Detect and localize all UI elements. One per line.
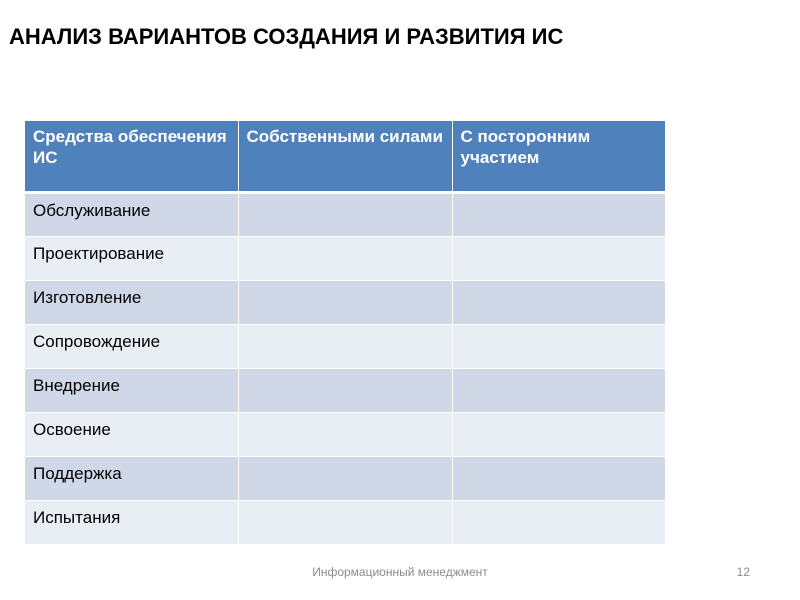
- table-cell: [238, 500, 452, 544]
- row-label: Испытания: [25, 500, 238, 544]
- table-row: [25, 368, 665, 412]
- footer-text: Информационный менеджмент: [312, 565, 488, 579]
- table-row: [25, 192, 665, 236]
- row-label: Внедрение: [25, 368, 238, 412]
- table-cell: [452, 500, 665, 544]
- row-label: Сопровождение: [25, 324, 238, 368]
- table-cell: [452, 192, 665, 236]
- table-cell: [238, 456, 452, 500]
- row-label: Поддержка: [25, 456, 238, 500]
- table-cell: [452, 368, 665, 412]
- row-label: Освоение: [25, 412, 238, 456]
- table-cell: [238, 324, 452, 368]
- slide-title: АНАЛИЗ ВАРИАНТОВ СОЗДАНИЯ И РАЗВИТИЯ ИС: [9, 24, 564, 49]
- table-cell: [452, 456, 665, 500]
- header-means: Средства обеспечения ИС: [25, 121, 238, 192]
- row-label: Проектирование: [25, 236, 238, 280]
- table-row: [25, 456, 665, 500]
- table-cell: [452, 412, 665, 456]
- row-label: Изготовление: [25, 280, 238, 324]
- table-row: [25, 412, 665, 456]
- table-cell: [452, 324, 665, 368]
- row-label: Обслуживание: [25, 192, 238, 236]
- table-header-row: [25, 121, 665, 192]
- header-own-forces: Собственными силами: [238, 121, 452, 192]
- table-row: [25, 500, 665, 544]
- table-cell: [238, 236, 452, 280]
- table-row: [25, 236, 665, 280]
- table-cell: [238, 368, 452, 412]
- table-cell: [238, 412, 452, 456]
- table-row: [25, 280, 665, 324]
- page-number: 12: [736, 565, 750, 579]
- header-external-participation: С посторонним участием: [452, 121, 665, 192]
- table-row: [25, 324, 665, 368]
- table-cell: [452, 280, 665, 324]
- table-cell: [452, 236, 665, 280]
- table-cell: [238, 280, 452, 324]
- options-table: [25, 121, 665, 545]
- table-cell: [238, 192, 452, 236]
- footer: [0, 565, 800, 579]
- options-table-container: [25, 121, 665, 545]
